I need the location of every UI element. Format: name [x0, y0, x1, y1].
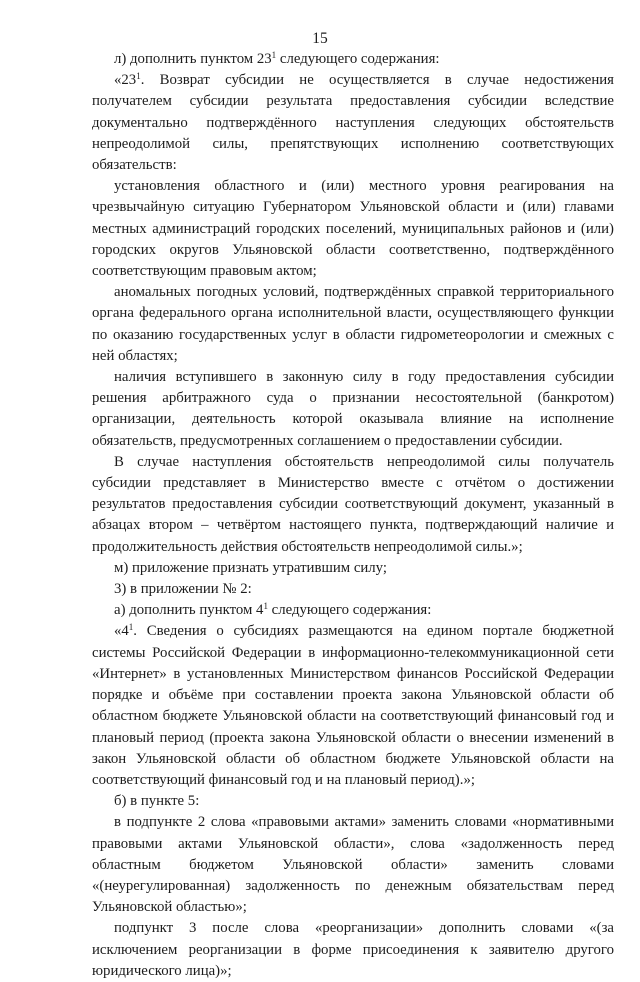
- paragraph-13: [92, 918, 614, 982]
- paragraph-text: подпункт 3 после слова «реорганизации» дополнить словами «(за исключением реорганизации в форме присоединения к заявителю другого юридического лица)»;: [92, 920, 614, 979]
- paragraph-text: аномальных погодных условий, подтверждённых справкой территориального органа федерального органа исполнительной власти, осуществляющего функции по оказанию государственных услуг в области гидрометеорологии и смежных с ней областях;: [92, 284, 614, 364]
- paragraph-text: а) дополнить пунктом 4: [114, 602, 264, 619]
- paragraph-text: в подпункте 2 слова «правовыми актами» заменить словами «нормативными правовыми актами Ульяновской области», слова «задолженность перед областным бюджетом Ульяновской области» заменить словами «(неурегулированная) задолженность по денежным обязательствам перед Ульяновской областью»;: [92, 814, 614, 916]
- paragraph-8: [92, 579, 614, 600]
- paragraph-3: [92, 176, 614, 282]
- paragraph-text: м) приложение признать утратившим силу;: [114, 559, 387, 576]
- paragraph-11: [92, 791, 614, 812]
- paragraph-text: установления областного и (или) местного уровня реагирования на чрезвычайную ситуацию Губернатором Ульяновской области и (или) главами местных администраций городских поселений, муниципальных районов и (или) городских округов Ульяновской области соответственно, подтверждённого соответствующим правовым актом;: [92, 178, 614, 280]
- paragraph-text-cont: следующего содержания:: [267, 602, 432, 619]
- paragraph-text-cont: следующего содержания:: [276, 51, 440, 67]
- superscript: 1: [128, 622, 134, 633]
- paragraph-10: [92, 621, 614, 791]
- paragraph-text: л) дополнить пунктом 23: [114, 51, 272, 67]
- paragraph-text: наличия вступившего в законную силу в году предоставления субсидии решения арбитражного суда о признании несостоятельной (банкротом) организации, деятельность которой оказывала влияние на исполнение обязательств, предусмотренных соглашением о предоставлении субсидии.: [92, 369, 614, 449]
- paragraph-text-cont: . Возврат субсидии не осуществляется в случае недостижения получателем субсидии результата предоставления субсидии вследствие документально подтверждённого наступления следующих обстоятельств непреодолимой силы, препятствующих исполнению соответствующих обязательств:: [92, 72, 614, 174]
- paragraph-text: «4: [114, 623, 129, 640]
- page-number: 15: [312, 30, 328, 47]
- paragraph-text: В случае наступления обстоятельств непреодолимой силы получатель субсидии представляет в Министерство вместе с отчётом о достижении результатов предоставления субсидии соответствующий документ, указанный в абзацах втором – четвёртом настоящего пункта, подтверждающий наличие и продолжительность действия обстоятельств непреодолимой силы.»;: [92, 453, 614, 555]
- superscript: 1: [263, 601, 268, 612]
- paragraph-12: [92, 812, 614, 918]
- paragraph-6: [92, 452, 614, 558]
- document-body: [92, 49, 614, 982]
- superscript: 1: [136, 71, 141, 82]
- paragraph-7: [92, 558, 614, 579]
- paragraph-2: [92, 70, 614, 176]
- paragraph-5: [92, 367, 614, 452]
- paragraph-text: «23: [114, 72, 137, 89]
- paragraph-text: б) в пункте 5:: [114, 793, 200, 810]
- paragraph-4: [92, 282, 614, 367]
- paragraph-1: [92, 49, 614, 70]
- paragraph-text: 3) в приложении № 2:: [114, 581, 252, 598]
- superscript: 1: [271, 50, 277, 60]
- paragraph-text-cont: . Сведения о субсидиях размещаются на едином портале бюджетной системы Российской Федерации в информационно-телекоммуникационной сети «Интернет» в установленных Министерством финансов Российской Федерации порядке и объёме при составлении проекта закона Ульяновской области об областном бюджете Ульяновской области на соответствующий финансовый год и плановый период (проекта закона Ульяновской области о внесении изменений в закон Ульяновской области об областном бюджете Ульяновской области на соответствующий финансовый год и на плановый период).»;: [92, 623, 614, 788]
- paragraph-9: [92, 600, 614, 621]
